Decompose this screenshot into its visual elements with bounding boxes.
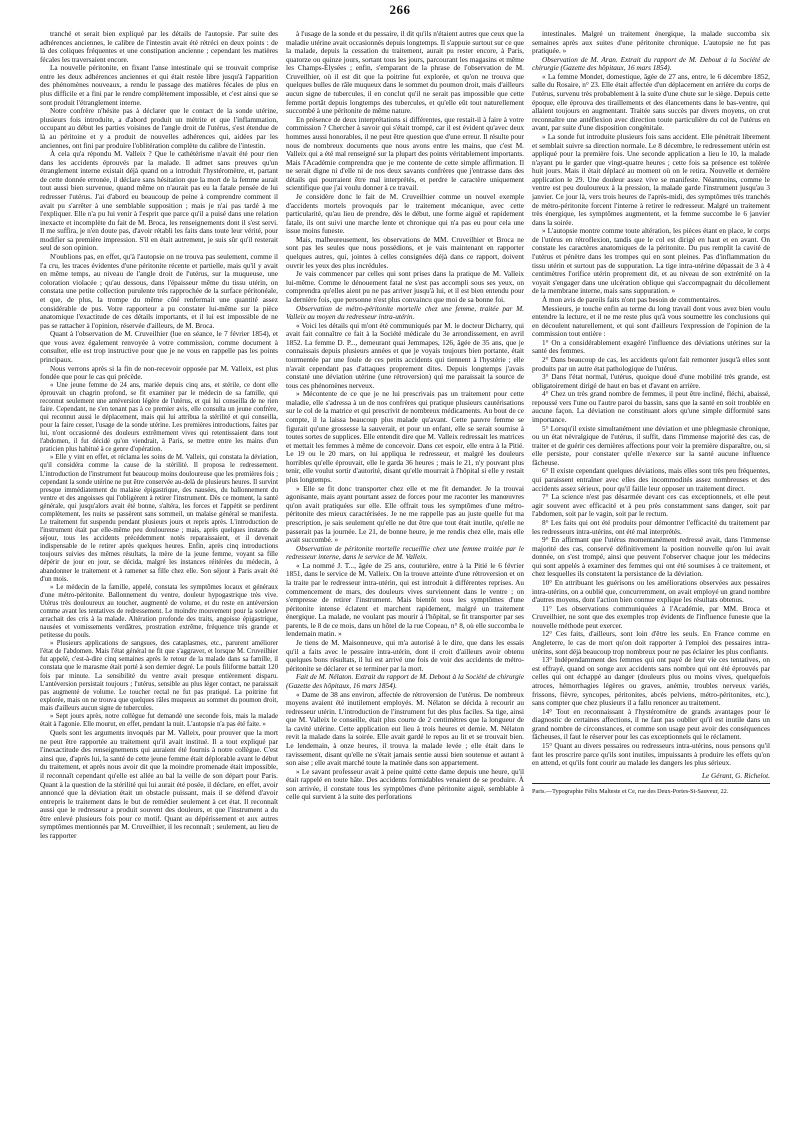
column-right-body [532,30,770,768]
section-heading: Observation de péritonite mortelle recueillie chez une femme traitée par le redresseur interne, dans le service de M. Valleix. [286,544,524,562]
paragraph: « Voici les détails qui m'ont été communiqués par M. le docteur Dicharry, qui avait fait connaître ce fait à la Société médicale du 3e arrondissement, en avril 1852. La femme D. P..., demeurant quai Jemmapes, 126, âgée de 35 ans, que je connaissais depuis plusieurs années et que je voyais toujours bien portante, était tourmentée par une foule de ces petits accidents qui tiennent à l'hystérie ; elle n'avait cependant pas d'attaques proprement dites. Depuis longtemps j'avais constaté une déviation utérine (une rétroversion) qui me paraissait la source de tous ces phénomènes nerveux. [286,321,524,390]
article-columns [40,30,770,1090]
paragraph: » Le savant professeur avait à peine quitté cette dame depuis une heure, qu'il était rappelé en toute hâte. Des accidents formidables venaient de se produire. À son arrivée, il constate tous les symptômes d'une péritonite aiguë, semblable à celle qui survient à la suite des perforations [286,767,524,802]
paragraph: 3° Dans l'état normal, l'utérus, quoique doué d'une mobilité très grande, est obligatoirement dirigé de haut en bas et d'avant en arrière. [532,373,770,390]
imprint: Paris.—Typographie Félix Malteste et Ce, rue des Deux-Portes-St-Sauveur, 22. [532,788,729,796]
paragraph: Je vais commencer par celles qui sont prises dans la pratique de M. Valleix lui-même. Comme le dénouement fatal ne s'est pas accompli sous ses yeux, on comprendra qu'elles aient pu ne pas arriver jusqu'à lui, et il est bien entendu pour la dernière fois, que personne n'est plus convaincu que moi de sa bonne foi. [286,270,524,304]
paragraph: Mais, malheureusement, les observations de MM. Cruveilhier et Broca ne sont pas les seules que nous possédions, et je vais maintenant en rapporter quelques autres, qui, jointes à celles consignées déjà dans ce rapport, doivent ouvrir les yeux des plus incrédules. [286,235,524,270]
paragraph: « Une jeune femme de 24 ans, mariée depuis cinq ans, et stérile, ce dont elle éprouvait un chagrin profond, se fit examiner par le médecin de sa famille, qui reconnut seulement une antéversion légère de l'utérus, et qui lui conseilla de ne rien faire. Cependant, ne s'en tenant pas à ce premier avis, elle consulta un jeune confrère, qui reconnut aussi le déplacement, mais qui lui attribua la stérilité et qui conseilla, pour la faire cesser, l'usage de la sonde utérine. Les premières introductions, faites par lui, n'ont occasionné des douleurs extrêmement vives qui retentissaient dans tout l'abdomen, il fut décidé qu'on viendrait, à Paris, se mettre entre les mains d'un praticien plus habitué à ce genre d'opération. [40,381,278,454]
paragraph: « La femme Mondet, domestique, âgée de 27 ans, entre, le 6 décembre 1852, salle du Rosaire, n° 23. Elle était affectée d'un déplacement en arrière du corps de l'utérus, survenu très probablement à la suite d'une chute sur le siège. Depuis cette époque, elle éprouva des tiraillements et des élancements dans le bas-ventre, qui allaient toujours en augmentant. Traitée sans succès par divers moyens, on crut reconnaître une antéflexion avec direction toute particulière du col de l'utérus en avant, par suite d'une disposition congénitale. [532,72,770,133]
paragraph: 11° Les observations communiquées à l'Académie, par MM. Broca et Cruveilhier, ne sont que des exemples trop évidents de l'influence funeste que la nouvelle méthode peut exercer. [532,604,770,630]
paragraph: » Sept jours après, notre collègue fut demandé une seconde fois, mais la malade était à l'agonie. Elle mourut, en effet, pendant la nuit. L'autopsie n'a pas été faite. » [40,712,278,728]
paragraph: 9° En affirmant que l'utérus momentanément redressé avait, dans l'immense majorité des cas, conservé définitivement la position nouvelle qu'on lui avait donnée, on s'est trompé, ainsi que peuvent l'observer chaque jour les médecins qui sont appelés à examiner des femmes qui ont été soumises à ce traitement, et chez lesquelles ils constatent la persistance de la déviation. [532,536,770,579]
paragraph: 2° Dans beaucoup de cas, les accidents qu'ont fait remonter jusqu'à elles sont produits par un autre état pathologique de l'utérus. [532,355,770,373]
paragraph: tranché et serait bien expliqué par les détails de l'autopsie. Par suite des adhérences anciennes, le calibre de l'intestin avait été rétréci en deux points : de là des coliques fréquentes et une constipation ancienne ; cependant les matières fécales les traversaient encore. [40,30,278,64]
paragraph: 13° Indépendamment des femmes qui ont payé de leur vie ces tentatives, on est effrayé, quand on songe aux accidents sans nombre qui ont été éprouvés par celles qui ont échappé au danger (douleurs plus ou moins vives, quelquefois atroces, hémorrhagies légères ou graves, anémie, troubles nerveux variés, frissons, fièvre, syncopes, péritonites, abcès pelviens, métro-péritonites, etc.), sans compter que chez plusieurs il a fallu renoncer au traitement. [532,656,770,708]
paragraph: Quels sont les arguments invoqués par M. Valleix, pour prouver que la mort ne peut être rapportée au traitement qu'il avait institué. Il a tout expliqué par l'inexactitude des renseignements qui auraient été fournis à notre collègue. C'est ainsi que, d'après lui, la santé de cette jeune femme était déplorable avant le début du traitement, et après nous avoir dit que la moindre promenade était impossible, il reconnaît cependant qu'elle est allée au bal la veille de son départ pour Paris. Quant à la question de la stérilité qui lui aurait été posée, il déclare, en effet, avoir annoncé que la déviation était un obstacle puissant, mais il se défend d'avoir entrepris le traitement dans le but de remédier seulement à cet état. Il reconnaît aussi que le redresseur a produit souvent des douleurs, et que l'instrument a du être enlevé plusieurs fois pour ce motif. Quant au dépérissement et aux autres symptômes mentionnés par M. Cruveilhier, il les reconnaît ; seulement, au lieu de les rapporter [40,729,278,840]
paragraph: « Dame de 38 ans environ, affectée de rétroversion de l'utérus. De nombreux moyens avaient été inutilement employés. M. Nélaton se décida à recourir au redresseur utérin. L'introduction de l'instrument fut des plus faciles. Sa tige, ainsi que M. Valleix le conseille, était plus courte de 2 centimètres que la longueur de la cavité utérine. Cette application eut lieu à trois heures et demie. M. Nélaton revit la malade dans la soirée. Elle avait gardé le repos au lit et se trouvait bien. Le lendemain, à onze heures, il trouva la malade levée ; elle était dans le ravissement, disant qu'elle ne s'était jamais sentie aussi bien soutenue et autant à son aise ; elle avait marché toute la matinée dans son appartement. [286,690,524,768]
paragraph: 8° Les faits qui ont été produits pour démontrer l'efficacité du traitement par les redresseurs intra-utérins, ont été mal interprétés. [532,518,770,536]
paragraph: 12° Ces faits, d'ailleurs, sont loin d'être les seuls. En France comme en Angleterre, le cas de mort qu'on doit rapporter à l'emploi des pessaires intra-utérins, sont déjà beaucoup trop nombreux pour ne pas éclairer les plus confiants. [532,630,770,656]
column-left [40,30,278,1090]
paragraph: » Elle se fit donc transporter chez elle et me fit demander. Je la trouvai agonisante, mais ayant pourtant assez de forces pour me raconter les manœuvres qu'on avait pratiquées sur elle. Elle offrait tous les symptômes d'une métro-péritonite des mieux caractérisées. Je ne me rappelle pas au juste quelle fut ma prescription, je sais seulement qu'elle ne dut être que tout était inutile, qu'elle ne passerait pas la journée. Le 21, de bonne heure, je me rendis chez elle, mais elle avait succombé. » [286,484,524,545]
paragraph: » Mécontente de ce que je ne lui prescrivais pas un traitement pour cette maladie, elle s'adressa à un de nos confrères qui pratique plusieurs cautérisations sur le col de la matrice et qui prescrivit de nombreux médicaments. Au bout de ce compte, il la laissa beaucoup plus malade qu'avant. Cette pauvre femme se figurait qu'une grossesse la sauverait, et pour un enfant, elle se serait soumise à toutes sortes de supplices. Elle entendit dire que M. Valleix redressait les matrices et mettait les femmes à même de concevoir. Dans cet espoir, elle entra à la Pitié. Le 19 ou le 20 mars, on lui appliqua le redresseur, et malgré les douleurs horribles qu'elle éprouvait, elle le garda 36 heures ; mais le 21, n'y pouvant plus tenir, elle voulut sortir d'autorité, disant qu'elle mourrait à l'hôpital si elle y restait plus longtemps. [286,390,524,485]
paragraph: N'oublions pas, en effet, qu'à l'autopsie on ne trouva pas seulement, comme il l'a cru, les traces évidentes d'une péritonite récente et partielle, mais qu'il y avait en même temps, au niveau de l'angle droit de l'utérus, sur la muqueuse, une coloration violacée ; qu'au dessous, dans l'épaisseur même du tissu utérin, on constata une petite collection purulente très rapprochée de la surface péritonéale, et que, de plus, la trompe du même côté renfermait une quantité assez considérable de pus. Votre rapporteur a pu constater lui-même sur la pièce anatomique l'exactitude de ces détails importants, et il lui est impossible de ne pas se rattacher à l'opinion, réservée d'ailleurs, de M. Broca. [40,253,278,330]
signature: Le Gérant, G. Richelot. [701,771,770,780]
paragraph: Nous verrons après si la fin de non-recevoir opposée par M. Valleix, est plus fondée que pour le cas qui précède. [40,364,278,382]
page-number: 266 [389,2,411,17]
footer-rule [532,783,770,784]
paragraph: Je considère donc le fait de M. Cruveilhier comme un nouvel exemple d'accidents mortels provoqués par le traitement mécanique, avec cette particularité, qu'au lieu de prendre, dès le début, une forme aiguë et rapidement fatale, ils ont suivi une marche lente et chronique qui n'a pas eu pour cela une issue moins funeste. [286,192,524,236]
paragraph: Messieurs, je touche enfin au terme du long travail dont vous avez bien voulu entendre la lecture, et il ne me reste plus qu'à vous soumettre les conclusions qui en découlent naturellement, et qui sont d'ailleurs l'expression de l'opinion de la commission tout entière : [532,304,770,339]
paragraph: 7° La science n'est pas désarmée devant ces cas exceptionnels, et elle peut agir souvent avec efficacité et à peu près constamment sans danger, soit par l'abdomen, soit par le vagin, soit par le rectum. [532,493,770,519]
paragraph: 5° Lorsqu'il existe simultanément une déviation et une phlegmasie chronique, ou un état névralgique de l'utérus, il suffit, dans l'immense majorité des cas, de traiter et de guérir ces dernières affections pour voir la première disparaître, ou, si elle persiste, pour constater qu'elle n'exerce sur la santé aucune influence fâcheuse. [532,424,770,467]
section-heading: Observation de M. Aran. Extrait du rapport de M. Debout à la Société de chirurgie (Gazette des hôpitaux, 16 mars 1854). [532,55,770,73]
paragraph: » Le médecin de la famille, appelé, constata les symptômes locaux et généraux d'une métro-péritonite. Ballonnement du ventre, douleur hypogastrique très vive. Utérus très douloureux au toucher, augmenté de volume, et du reste en antéversion comme avant les tentatives de redressement. Le moindre mouvement pour la soulever arrachait des cris à la malade. Altération profonde des traits, angoisse épigastrique, nausées et vomissements verdâtres, prostration extrême, fréquence très grande et petitesse du pouls. [40,583,278,640]
column-right [532,30,770,1090]
paragraph: à l'usage de la sonde et du pessaire, il dit qu'ils n'étaient autres que ceux que la maladie utérine avait occasionnés depuis longtemps. Il s'appuie surtout sur ce que la malade, depuis la cessation du traitement, aurait pu rester encore, à Paris, quatorze ou quinze jours, sortant tous les jours, parcourant les magasins et même les Champs-Élysées ; enfin, s'emparant de la phrase de l'observation de M. Cruveilhier, où il est dit que la poitrine fut explorée, et qu'on ne trouva que quelques bulles de râle muqueux dans le sommet du poumon droit, mais d'ailleurs aucun signe de tubercules, il en conclut qu'il ne serait pas impossible que cette femme portât depuis longtemps des tubercules, et qu'elle eût tout naturellement succombé à une péritonite de même nature. [286,30,524,116]
paragraph: En présence de deux interprétations si différentes, que restait-il à faire à votre commission ? Chercher à savoir qui s'était trompé, car il est évident qu'avec deux hommes aussi honorables, il ne peut être question que d'une erreur. Il résulte pour nous de nombreux documents que nous avons entre les mains, que c'est M. Valleix qui a été mal renseigné sur la plupart des points véritablement importants. Mais l'Académie comprendra que je me contente de cette simple affirmation. Il ne serait digne ni d'elle ni de nos deux savants confrères que j'entrasse dans des détails qui pourraient être mal interprétés, et perdre le caractère uniquement scientifique que j'ai voulu donner à ce travail. [286,115,524,193]
paragraph: 10° En attribuant les guérisons ou les améliorations observées aux pessaires intra-utérins, on a oublié que, concurremment, on avait employé un grand nombre d'autres moyens, dont l'action bien connue explique les résultats obtenus. [532,579,770,605]
paragraph: 1° On a considérablement exagéré l'influence des déviations utérines sur la santé des femmes. [532,338,770,356]
paragraph: 15° Quant au divers pessaires ou redresseurs intra-utérins, nous pensons qu'il faut les proscrire parce qu'ils sont inutiles, impuissants à produire les effets qu'on en attend, et qu'ils font courir au malade les dangers les plus sérieux. [532,741,770,768]
paragraph: Quant à l'observation de M. Cruveilhier (lue en séance, le 7 février 1854), et que vous avez également renvoyée à votre commission, comme document à consulter, elle est trop instructive pour que je ne vous en rappelle pas les points principaux. [40,330,278,364]
paragraph: » L'autopsie montre comme toute altération, les pièces étant en place, le corps de l'utérus en rétroflexion, tandis que le col est dirigé en haut et en avant. On constate les caractères anatomiques de la péritonite. Du pus remplit la cavité de l'utérus et pénètre dans les trompes qui en sont pleines. Pas d'inflammation du tissu utérin et surtout pas de suppuration. La tige intra-utérine dépassait de 3 à 4 centimètres l'orifice utérin proprement dit, et au niveau de son extrémité on la voyait s'engager dans une ulcération oblique qui s'accompagnait du décollement de la membrane interne, mais sans suppuration. » [532,227,770,296]
paragraph: 6° Il existe cependant quelques déviations, mais elles sont très peu fréquentes, qui paraissent entraîner avec elles des incommodités assez nombreuses et des accidents assez sérieux, pour qu'il faille leur opposer un traitement direct. [532,467,770,493]
paragraph: intestinales. Malgré un traitement énergique, la malade succomba six semaines après aux suites d'une péritonite chronique. L'autopsie ne fut pas pratiquée. » [532,30,770,56]
column-middle [286,30,524,1090]
paragraph: À cela qu'a répondu M. Valleix ? Que le cathétérisme n'avait été pour rien dans les accidents éprouvés par la malade. Il admet sans preuves qu'un étranglement interne existait déjà quand on a introduit l'hystéromètre, et, partant de cette donnée erronée, il déclare sans hésitation que la mort de la femme aurait tout aussi bien survenue, quand même on n'aurait pas eu la fatale pensée de lui redresser l'utérus. J'ai d'abord eu beaucoup de peine à comprendre comment il avait pu s'arrêter à une semblable supposition ; mais je n'ai pas tardé à me l'expliquer. Elle n'a pu lui venir à l'esprit que parce qu'il a puisé dans une relation inexacte et incomplète du fait de M. Broca, les renseignements dont il s'est servi. Il me suffira, je n'en doute pas, d'avoir rétabli les faits dans toute leur vérité, pour modifier sa première impression. S'il en était autrement, je suis sûr qu'il resterait seul de son opinion. [40,150,278,253]
section-heading: Fait de M. Nélaton. Extrait du rapport de M. Debout à la Société de chirurgie (Gazette des hôpitaux, 16 mars 1854). [286,673,524,690]
paragraph: À mon avis de pareils faits n'ont pas besoin de commentaires. [542,295,721,304]
paragraph: Je tiens de M. Maisonneuve, qui m'a autorisé à le dire, que dans les essais qu'il a faits avec le pessaire intra-utérin, dont il croit d'ailleurs avoir obtenu quelques bons résultats, il lui est arrivé une fois de voir des accidents de métro-péritonite se déclarer et se terminer par la mort. [286,639,524,673]
paragraph: » Elle y vint en effet, et réclama les soins de M. Valleix, qui constata la déviation, qu'il considéra comme la cause de la stérilité. Il proposa le redressement. L'introduction de l'instrument fut beaucoup moins douloureuse que les premières fois ; cependant la sonde utérine ne put être conservée au-delà de plusieurs heures. Il survint presque immédiatement du malaise épigastrique, des nausées, du ballonnement du ventre et des angoisses qui l'obligèrent à retirer l'instrument. Dès ce moment, la santé générale, qui jusqu'alors avait été bonne, s'altéra, les forces et l'appétit se perdirent complètement, les nuits se passèrent sans sommeil, un malaise général se manifesta. Le traitement fut suspendu pendant plusieurs jours et repris après. L'introduction de l'instrument était par elle-même peu douloureuse ; mais, après quelques instants de séjour, tous les accidents précédemment notés reparaissaient, et il devenait indispensable de le retirer après quelques heures. Enfin, après cinq introductions toujours suivies des mêmes résultats, la mère de la jeune femme, voyant sa fille dépérir de jour en jour, se décida, malgré les instances réitérées du médecin, à abandonner le traitement et à ramener sa fille chez elle. Son séjour à Paris avait été d'un mois. [40,454,278,583]
paragraph: » Plusieurs applications de sangsues, des cataplasmes, etc., parurent améliorer l'état de l'abdomen. Mais l'état général ne fit que s'aggraver, et lorsque M. Cruveilhier fut appelé, c'est-à-dire cinq semaines après le retour de la malade dans sa famille, il constata que le marasme était porté à son dernier degré. Le pouls filiforme battait 120 fois par minute. La sensibilité du ventre avait presque entièrement disparu. L'antéversion persistait toujours ; l'utérus, sensible au plus léger contact, ne paraissait pas augmenté de volume. Le toucher rectal ne fut pas pratiqué. La poitrine fut explorée, mais on ne trouva que quelques râles muqueux au sommet du poumon droit, mais d'ailleurs aucun signe de tubercules. [40,640,278,712]
paragraph: Notre confrère n'hésite pas à déclarer que le contact de la sonde utérine, plusieurs fois introduite, a d'abord produit un métrite et que l'inflammation, occupant au début les parties voisines de l'angle droit de l'utérus, s'est étendue de là au péritoine et y a produit de nouvelles adhérences qui, aidées par les anciennes, ont fini par produire l'oblitération complète du calibre de l'intestin. [40,107,278,150]
paragraph: La nouvelle péritonite, en fixant l'anse intestinale qui se trouvait comprise entre les deux adhérences anciennes et qui était restée libre jusqu'à l'apparition des phénomènes nouveaux, a rendu le passage des matières fécales de plus en plus difficile et a fini par le rendre complètement impossible, et c'est ainsi que se sont produit l'étranglement interne. [40,64,278,107]
section-heading: Observation de métro-péritonite mortelle chez une femme, traitée par M. Valleix au moyen du redresseur intra-utérin. [286,304,524,322]
paragraph: » La sonde fut introduite plusieurs fois sans accident. Elle pénétrait librement et semblait suivre sa direction normale. Le 8 décembre, le redressement utérin est appliqué pour la première fois. Une seconde application a lieu le 10, la malade n'ayant pu le garder que vingt-quatre heures ; cette fois sa présence est tolérée huit jours. Mais il était déplacé au moment où on le retira. Nouvelle et dernière application le 29. Une douleur assez vive se manifeste. Néanmoins, comme le ventre est peu douloureux à la pression, la malade garde l'instrument jusqu'au 3 janvier. Ce jour là, vers trois heures de l'après-midi, des symptômes très tranchés de métro-péritonite forcent l'interne à retirer le redresseur. Malgré un traitement très énergique, les symptômes augmentent, et la femme succombe le 6 janvier dans la soirée. [532,132,770,227]
paragraph: « La nommé J. T..., âgée de 25 ans, couturière, entre à la Pitié le 6 février 1851, dans le service de M. Valleix. On la trouve atteinte d'une rétroversion et on la traite par le redresseur intra-utérin, qui est introduit à différentes reprises. Au commencement de mars, des douleurs vives surviennent dans le ventre ; on s'empresse de retirer l'instrument. Mais bientôt tous les symptômes d'une péritonite intense éclatent et marchent rapidement, malgré un traitement énergique. La malade, ne voulant pas mourir à l'hôpital, se fit transporter par ses parents, le 8 de ce mois, dans un hôtel de la rue Copeau, n° 8, où elle succomba le lendemain matin. » [286,561,524,639]
paragraph: 4° Chez un très grand nombre de femmes, il peut être incliné, fléchi, abaissé, repoussé vers l'une ou l'autre paroi du bassin, sans que la santé en soit troublée en aucune façon. La déviation ne constituant alors qu'une simple difformité sans importance. [532,390,770,425]
paragraph: 14° Tout en reconnaissant à l'hystéromètre de grands avantages pour le diagnostic de certaines affections, il ne faut pas oublier qu'il est inutile dans un grand nombre de circonstances, et comme son usage peut avoir des conséquences fâcheuses, il faut le réserver pour les cas exceptionnels qui le réclament. [532,707,770,742]
